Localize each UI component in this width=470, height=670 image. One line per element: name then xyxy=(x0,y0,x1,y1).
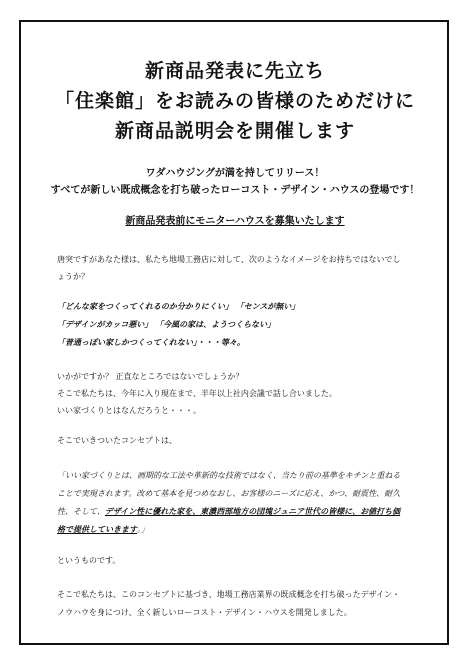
paragraph1-line-2: ょうか？ xyxy=(57,272,89,281)
paragraph5-line-2: ノウハウを身につけ、全く新しいローコスト・デザイン・ハウスを開発しました。 xyxy=(57,608,352,617)
quote-line-1: 「どんな家をつくってくれるのか分かりにくい」 「センスが無い」 xyxy=(57,302,300,311)
section-heading-text: 新商品発表前にモニターハウスを募集いたします xyxy=(125,216,345,227)
concept-line-2: ことで実現されます。改めて基本を見つめなおし、お客様のニーズに応え、かつ、耐震性、耐久 xyxy=(57,489,401,498)
paragraph2-line-2: そこで私たちは、今年に入り現在まで、半年以上社内会議で話し合いました。 xyxy=(57,389,337,398)
paragraph3: そこでいきついたコンセプトは、 xyxy=(57,436,177,445)
concept-line-1: 「いい家づくりとは、画期的な工法や革新的な技術ではなく、当たり前の基準をキチンと重ねる xyxy=(57,471,401,480)
paragraph4: というものです。 xyxy=(57,556,121,565)
headline-line-2: 「住楽館」をお読みの皆様のためだけに xyxy=(54,90,415,112)
paragraph5-line-1: そこで私たちは、このコンセプトに基づき、地場工務店業界の既成概念を打ち破ったデザイン・ xyxy=(57,590,401,599)
concept-line-4-end: 。」 xyxy=(137,525,149,534)
paragraph2-line-3: いい家づくりとはなんだろうと・・・。 xyxy=(57,406,201,415)
paragraph2-line-1: いかがですか？ 正直なところではないでしょうか？ xyxy=(57,372,244,381)
page-border xyxy=(19,20,449,645)
quote-line-3: 「普通っぽい家しかつくってくれない」・・・等々。 xyxy=(57,338,245,347)
concept-line-3 xyxy=(57,508,419,516)
headline-line-1: 新商品発表に先立ち xyxy=(144,60,325,82)
quote-line-2: 「デザインがカッコ悪い」 「今風の家は、ようつくらない」 xyxy=(57,320,276,329)
concept-line-4-emphasis: 格で提供していきます xyxy=(57,525,137,534)
concept-line-3-plain: 性、そして、 xyxy=(57,507,105,516)
concept-line-4 xyxy=(57,526,419,534)
intro-line-2: すべてが新しい既成概念を打ち破ったローコスト・デザイン・ハウスの登場です！ xyxy=(50,185,420,196)
concept-line-3-emphasis: デザイン性に優れた家を、東濃西部地方の団塊ジュニア世代の皆様に、お値打ち価 xyxy=(104,507,401,516)
headline-line-3: 新商品説明会を開催します xyxy=(114,120,355,142)
intro-line-1: ワダハウジングが満を持してリリース！ xyxy=(145,168,325,179)
section-heading xyxy=(0,217,470,227)
paragraph1-line-1: 唐突ですがあなた様は、私たち地場工務店に対して、次のようなイメージをお持ちではないでし xyxy=(57,255,401,264)
